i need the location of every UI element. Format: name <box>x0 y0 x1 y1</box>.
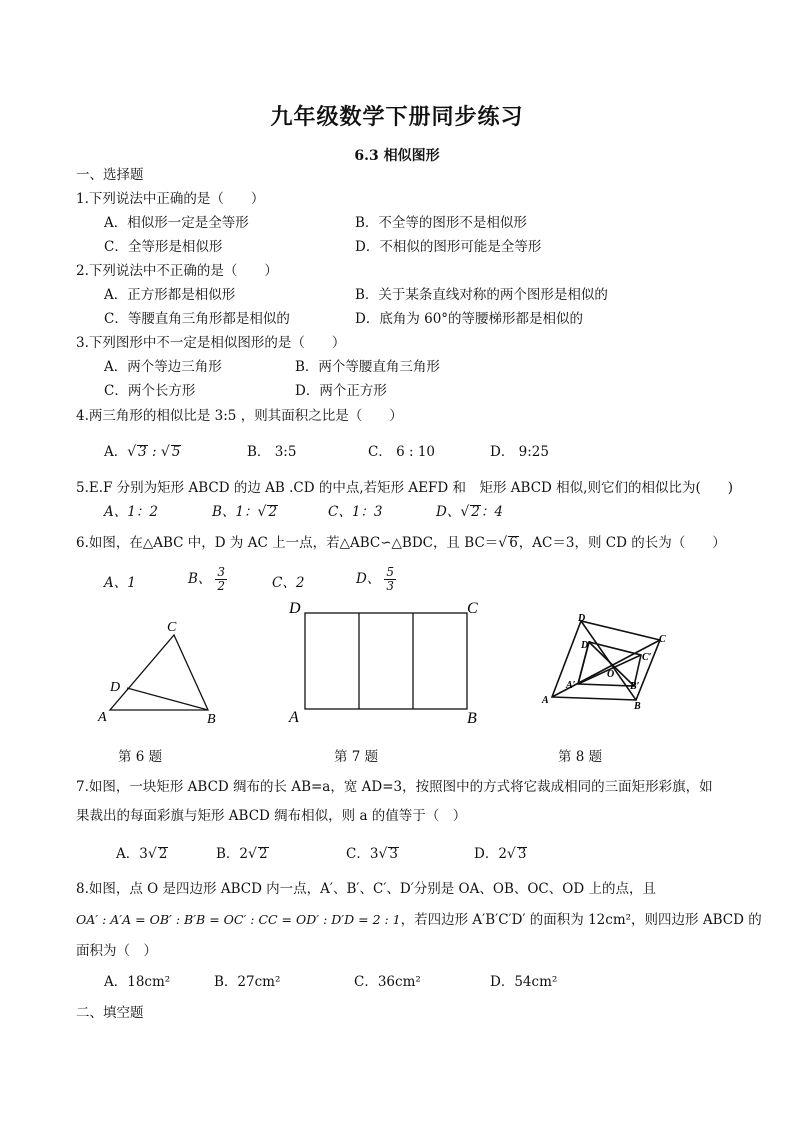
q3-stem: 3.下列图形中不一定是相似图形的是（ ） <box>76 335 346 351</box>
q4-option-a: A．√ 3 : √ 5 <box>104 444 181 460</box>
figure-7-rectangle <box>285 596 490 731</box>
q1-option-d: D．不相似的图形可能是全等形 <box>355 239 542 255</box>
q6-stem-post: ，AC＝3，则 CD 的长为（ ） <box>518 535 726 551</box>
q6-option-d-label: D、 <box>356 571 381 587</box>
fig6-label-c: C <box>167 620 177 635</box>
fig7-label-b: B <box>467 710 477 727</box>
q8-option-c: C．36cm² <box>354 974 421 990</box>
q3-option-c: C．两个长方形 <box>104 383 196 399</box>
q7-option-a-label: A． <box>116 846 140 862</box>
fig8-label-c-prime: C′ <box>642 652 652 663</box>
fig6-label-b: B <box>207 712 216 727</box>
fig8-label-d: D <box>578 613 586 624</box>
page-subtitle: 6.3 相似图形 <box>354 148 440 164</box>
q8-line1: 8.如图，点 O 是四边形 ABCD 内一点，A′、B′、C′、D′分别是 OA、OB、OC、OD 上的点，且 <box>76 881 656 897</box>
page-title: 九年级数学下册同步练习 <box>270 104 524 130</box>
fig8-label-b: B <box>634 701 641 712</box>
fig6-segment-bd <box>127 688 208 710</box>
q7-option-d-label: D． <box>474 846 499 862</box>
q6-option-b-den: 2 <box>217 579 226 593</box>
q2-option-a: A．正方形都是相似形 <box>104 287 236 303</box>
q5-option-d: D、√ 2：4 <box>436 504 503 520</box>
q6-stem-pre: 6.如图，在△ABC 中，D 为 AC 上一点，若△ABC∽△BDC，且 BC＝ <box>76 535 499 551</box>
q7-option-a: A．3√ 2 <box>116 846 168 862</box>
q3-option-b: B．两个等腰直角三角形 <box>295 359 440 375</box>
fig7-label-c: C <box>467 600 478 617</box>
fig8-label-o: O <box>607 669 615 680</box>
fig6-triangle-abc <box>110 635 208 710</box>
q8-option-b: B．27cm² <box>214 974 281 990</box>
q1-option-a: A．相似形一定是全等形 <box>104 215 249 231</box>
fig6-caption: 第 6 题 <box>118 749 163 765</box>
q5-option-b: B、1：√ 2 <box>212 504 278 520</box>
q6-option-d-den: 3 <box>386 579 394 593</box>
fig8-label-c: C <box>659 634 666 645</box>
q7-option-d: D．2√ 3 <box>474 846 527 862</box>
q1-stem: 1.下列说法中正确的是（ ） <box>76 191 265 207</box>
q5-option-b-label: B、1： <box>212 504 258 520</box>
fig6-label-a: A <box>98 710 107 725</box>
q7-line2: 果裁出的每面彩旗与矩形 ABCD 绸布相似，则 a 的值等于（ ） <box>76 808 467 824</box>
q6-option-b <box>188 566 227 593</box>
q5-option-b-radicand: 2 <box>268 504 278 520</box>
q6-option-b-num: 3 <box>217 565 226 579</box>
q5-option-d-tail: ：4 <box>480 504 503 520</box>
fig7-caption: 第 7 题 <box>334 749 379 765</box>
fig6-label-d: D <box>110 680 121 695</box>
q5-stem: 5.E.F 分别为矩形 ABCD 的边 AB .CD 的中点,若矩形 AEFD 和 矩形 ABCD 相似,则它们的相似比为( ) <box>76 480 733 496</box>
q8-option-d: D．54cm² <box>490 974 558 990</box>
q8-line3: 面积为（ ） <box>76 943 157 959</box>
q7-option-c-radicand: 3 <box>389 846 398 862</box>
fig8-label-d-prime: D′ <box>581 640 592 651</box>
q3-option-a: A．两个等边三角形 <box>104 359 222 375</box>
q7-option-c-label: C． <box>346 846 370 862</box>
q4-option-a-label: A． <box>104 444 128 460</box>
q6-stem-radicand: 6 <box>509 535 518 551</box>
q2-option-c: C．等腰直角三角形都是相似的 <box>104 311 290 327</box>
q5-option-a: A、1：2 <box>104 504 158 520</box>
q1-option-c: C．全等形是相似形 <box>104 239 223 255</box>
q4-option-a-sep: : <box>147 444 161 460</box>
fig8-label-b-prime: B′ <box>630 681 640 692</box>
section-heading-choice: 一、选择题 <box>76 167 144 183</box>
q6-stem: 6.如图，在△ABC 中，D 为 AC 上一点，若△ABC∽△BDC，且 BC＝√ 6，AC＝3，则 CD 的长为（ ） <box>76 535 726 551</box>
q7-line1: 7.如图，一块矩形 ABCD 绸布的长 AB=a，宽 AD=3，按照图中的方式将它裁成相同的三面矩形彩旗，如 <box>76 779 713 795</box>
fig8-label-a: A <box>542 695 549 706</box>
q4-option-c: C． 6 : 10 <box>368 444 436 460</box>
q5-option-c: C、1：3 <box>328 504 383 520</box>
q6-option-d-num: 5 <box>386 565 394 579</box>
q5-option-d-radicand: 2 <box>471 504 480 520</box>
q2-option-b: B．关于某条直线对称的两个图形是相似的 <box>355 287 608 303</box>
fig8-label-a-prime: A′ <box>566 680 576 691</box>
q7-option-d-coef: 2 <box>498 846 507 862</box>
q2-stem: 2.下列说法中不正确的是（ ） <box>76 263 278 279</box>
q4-option-a-radicand1: 3 <box>138 444 147 460</box>
q6-option-d <box>356 566 396 593</box>
q4-option-a-radicand2: 5 <box>171 444 181 460</box>
q6-option-c: C、2 <box>272 575 305 591</box>
fig7-label-d: D <box>289 600 301 617</box>
q7-option-c-coef: 3 <box>369 846 379 862</box>
q7-option-a-coef: 3 <box>139 846 148 862</box>
q8-ratio-expression: OA′ : A′A = OB′ : B′B = OC′ : CC = OD′ : D′D = 2 : 1 <box>76 912 401 927</box>
fig8-caption: 第 8 题 <box>558 749 603 765</box>
q5-option-d-label: D、 <box>436 504 461 520</box>
figure-6-triangle <box>90 615 230 730</box>
q4-option-d: D． 9:25 <box>490 444 549 460</box>
q6-option-b-label: B、 <box>188 571 212 587</box>
q3-option-d: D．两个正方形 <box>295 383 387 399</box>
fig7-rectangle-abcd <box>305 613 467 709</box>
q8-option-a: A．18cm² <box>104 974 171 990</box>
q8-line2 <box>76 911 762 929</box>
q7-option-a-radicand: 2 <box>158 846 168 862</box>
q6-option-a: A、1 <box>104 575 136 591</box>
q1-option-b: B．不全等的图形不是相似形 <box>355 215 527 231</box>
q2-option-d: D．底角为 60°的等腰梯形都是相似的 <box>355 311 584 327</box>
q7-option-b-coef: 2 <box>239 846 249 862</box>
q7-option-d-radicand: 3 <box>517 846 527 862</box>
section-heading-fill: 二、填空题 <box>76 1005 144 1021</box>
q8-line2-text: ，若四边形 A′B′C′D′ 的面积为 12cm²，则四边形 ABCD 的 <box>400 912 762 928</box>
q4-stem: 4.两三角形的相似比是 3:5 ，则其面积之比是（ ） <box>76 408 403 424</box>
q7-option-b-label: B． <box>216 846 240 862</box>
q7-option-c: C．3√ 3 <box>346 846 398 862</box>
figure-8-quadrilaterals <box>538 610 678 715</box>
q4-option-b: B． 3:5 <box>247 444 297 460</box>
fig7-label-a: A <box>289 709 299 726</box>
q7-option-b-radicand: 2 <box>258 846 268 862</box>
q7-option-b: B．2√ 2 <box>216 846 268 862</box>
